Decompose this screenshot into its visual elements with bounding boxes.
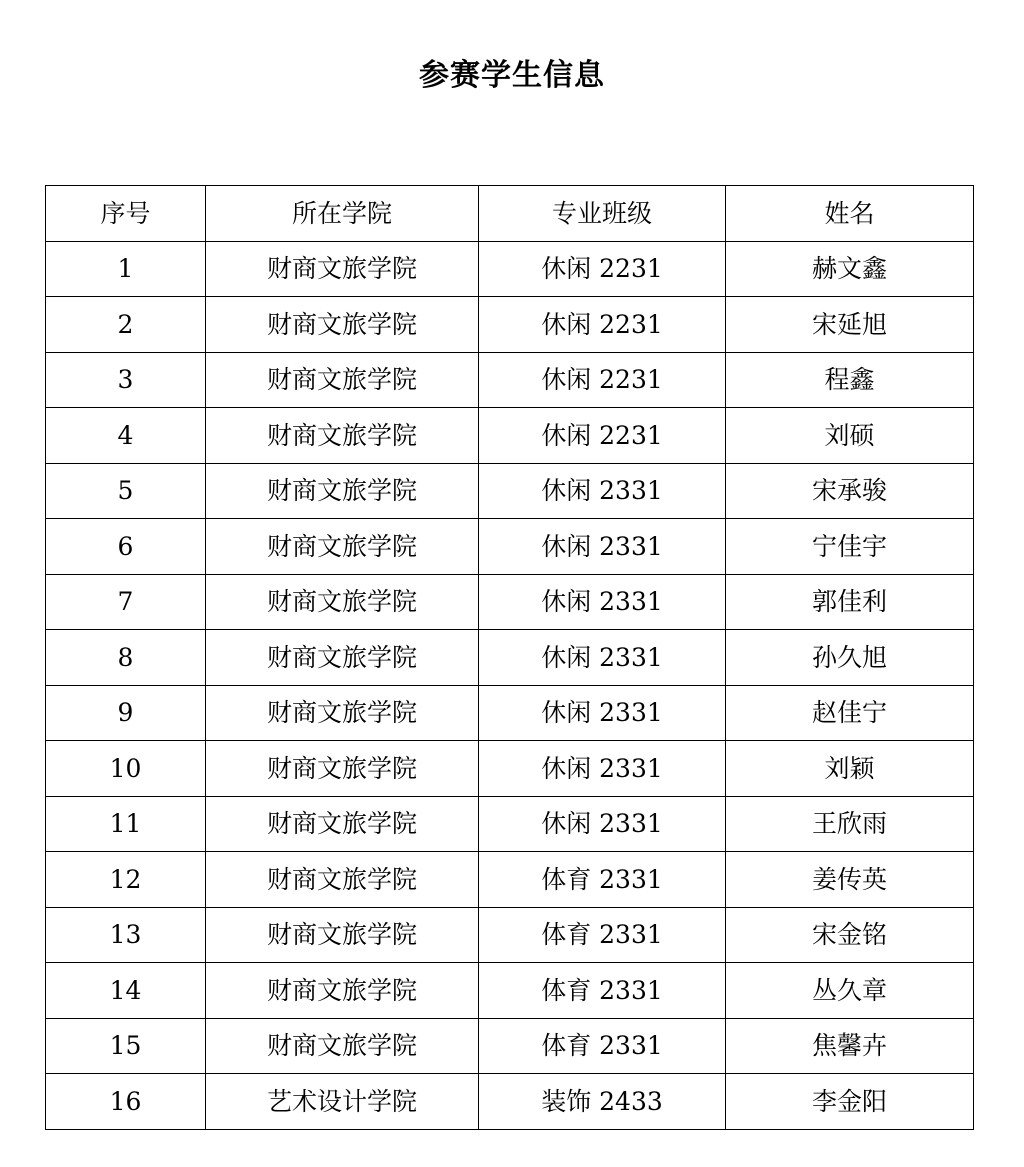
cell-college: 财商文旅学院 xyxy=(206,297,479,353)
cell-name: 宁佳宇 xyxy=(726,519,974,575)
header-class: 专业班级 xyxy=(479,186,726,242)
cell-college: 财商文旅学院 xyxy=(206,463,479,519)
cell-class: 休闲 2331 xyxy=(479,796,726,852)
table-row xyxy=(46,519,974,575)
cell-college: 艺术设计学院 xyxy=(206,1074,479,1130)
table-row xyxy=(46,685,974,741)
cell-college: 财商文旅学院 xyxy=(206,408,479,464)
table-row xyxy=(46,963,974,1019)
cell-college: 财商文旅学院 xyxy=(206,352,479,408)
cell-name: 宋承骏 xyxy=(726,463,974,519)
cell-index: 5 xyxy=(46,463,206,519)
cell-name: 丛久章 xyxy=(726,963,974,1019)
cell-college: 财商文旅学院 xyxy=(206,907,479,963)
cell-class: 休闲 2231 xyxy=(479,408,726,464)
cell-class: 休闲 2331 xyxy=(479,741,726,797)
cell-name: 郭佳利 xyxy=(726,574,974,630)
cell-college: 财商文旅学院 xyxy=(206,852,479,908)
cell-class: 休闲 2331 xyxy=(479,519,726,575)
cell-index: 15 xyxy=(46,1018,206,1074)
cell-class: 体育 2331 xyxy=(479,852,726,908)
cell-index: 10 xyxy=(46,741,206,797)
cell-class: 休闲 2231 xyxy=(479,297,726,353)
header-college: 所在学院 xyxy=(206,186,479,242)
cell-index: 4 xyxy=(46,408,206,464)
table-row xyxy=(46,907,974,963)
cell-index: 6 xyxy=(46,519,206,575)
cell-college: 财商文旅学院 xyxy=(206,241,479,297)
cell-class: 装饰 2433 xyxy=(479,1074,726,1130)
table-row xyxy=(46,1074,974,1130)
cell-index: 13 xyxy=(46,907,206,963)
cell-college: 财商文旅学院 xyxy=(206,574,479,630)
table-row xyxy=(46,630,974,686)
cell-index: 11 xyxy=(46,796,206,852)
document-title: 参赛学生信息 xyxy=(419,58,605,93)
cell-class: 休闲 2331 xyxy=(479,630,726,686)
table-row xyxy=(46,741,974,797)
cell-class: 体育 2331 xyxy=(479,1018,726,1074)
table-header-row xyxy=(46,186,974,242)
header-index: 序号 xyxy=(46,186,206,242)
cell-class: 休闲 2331 xyxy=(479,574,726,630)
cell-index: 14 xyxy=(46,963,206,1019)
cell-college: 财商文旅学院 xyxy=(206,963,479,1019)
cell-index: 1 xyxy=(46,241,206,297)
cell-college: 财商文旅学院 xyxy=(206,1018,479,1074)
cell-index: 7 xyxy=(46,574,206,630)
cell-name: 赵佳宁 xyxy=(726,685,974,741)
header-name: 姓名 xyxy=(726,186,974,242)
cell-name: 王欣雨 xyxy=(726,796,974,852)
cell-class: 休闲 2231 xyxy=(479,352,726,408)
table-row xyxy=(46,241,974,297)
cell-college: 财商文旅学院 xyxy=(206,741,479,797)
cell-name: 宋延旭 xyxy=(726,297,974,353)
cell-name: 刘硕 xyxy=(726,408,974,464)
cell-index: 3 xyxy=(46,352,206,408)
table-row xyxy=(46,852,974,908)
cell-name: 姜传英 xyxy=(726,852,974,908)
cell-college: 财商文旅学院 xyxy=(206,796,479,852)
cell-index: 2 xyxy=(46,297,206,353)
cell-name: 程鑫 xyxy=(726,352,974,408)
table-row xyxy=(46,297,974,353)
cell-index: 9 xyxy=(46,685,206,741)
cell-college: 财商文旅学院 xyxy=(206,519,479,575)
table-row xyxy=(46,574,974,630)
cell-index: 12 xyxy=(46,852,206,908)
cell-class: 休闲 2231 xyxy=(479,241,726,297)
student-table xyxy=(45,185,974,1130)
cell-name: 刘颖 xyxy=(726,741,974,797)
cell-name: 孙久旭 xyxy=(726,630,974,686)
table-row xyxy=(46,352,974,408)
cell-college: 财商文旅学院 xyxy=(206,630,479,686)
cell-name: 焦馨卉 xyxy=(726,1018,974,1074)
cell-index: 16 xyxy=(46,1074,206,1130)
table-row xyxy=(46,463,974,519)
table-row xyxy=(46,796,974,852)
cell-class: 休闲 2331 xyxy=(479,463,726,519)
cell-college: 财商文旅学院 xyxy=(206,685,479,741)
cell-name: 李金阳 xyxy=(726,1074,974,1130)
cell-class: 体育 2331 xyxy=(479,907,726,963)
table-row xyxy=(46,408,974,464)
cell-index: 8 xyxy=(46,630,206,686)
cell-class: 体育 2331 xyxy=(479,963,726,1019)
table-row xyxy=(46,1018,974,1074)
cell-class: 休闲 2331 xyxy=(479,685,726,741)
cell-name: 赫文鑫 xyxy=(726,241,974,297)
cell-name: 宋金铭 xyxy=(726,907,974,963)
